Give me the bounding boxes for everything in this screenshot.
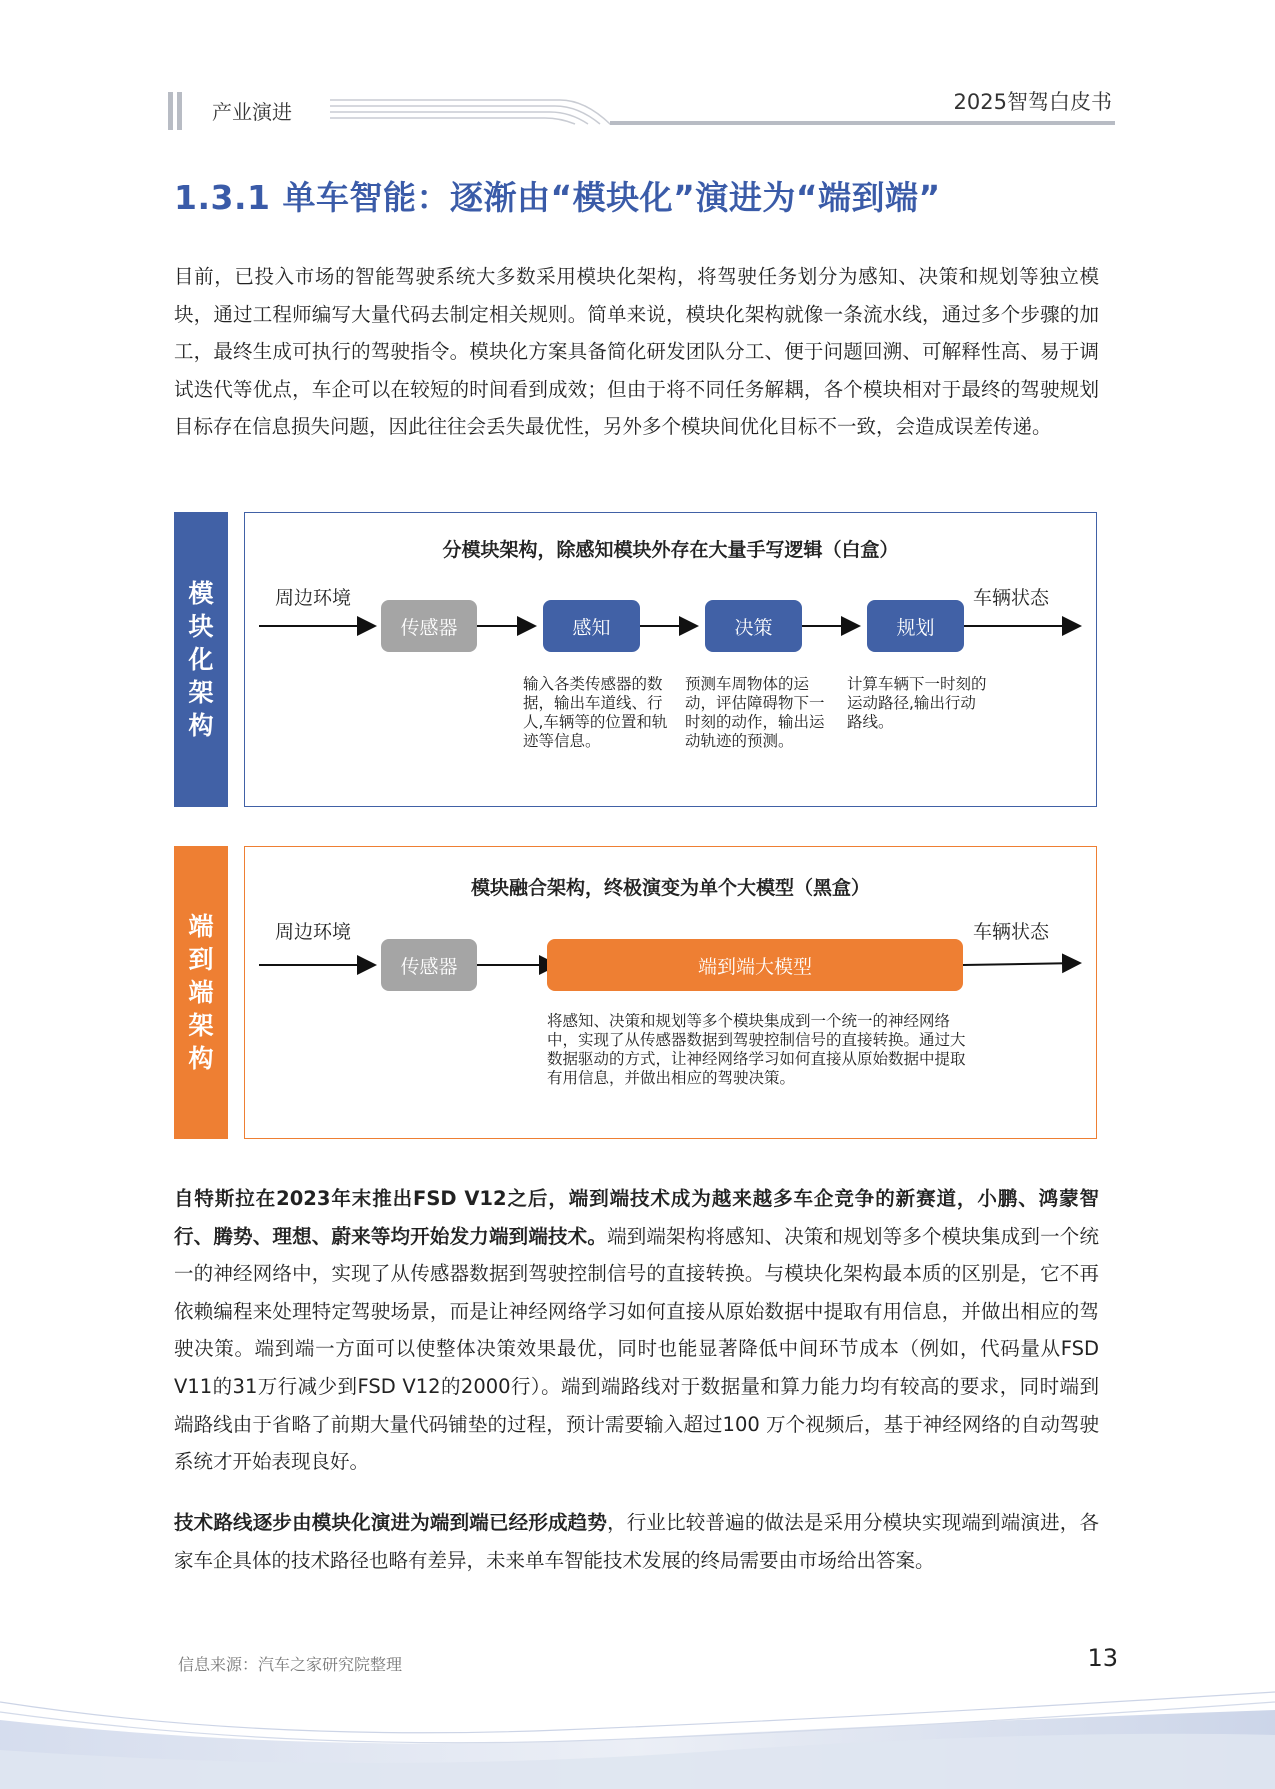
trend-paragraph-bold: 技术路线逐步由模块化演进为端到端已经形成趋势 xyxy=(174,1511,608,1534)
modular-side-label-text: 模块化架构 xyxy=(188,579,214,740)
tesla-paragraph-body: 端到端架构将感知、决策和规划等多个模块集成到一个统一的神经网络中，实现了从传感器数据到驾驶控制信号的直接转换。与模块化架构最本质的区别是，它不再依赖编程来处理特定驾驶场景，而是让神经网络学习如何直接从原始数据中提取有用信息，并做出相应的驾驶决策。端到端一方面可以使整体决策效果最优，同时也能显著降低中间环节成本（例如，代码量从FSD V11的31万行减少到FSD V12的2000行）。端到端路线对于数据量和算力能力均有较高的要求，同时端到端路线由于省略了前期大量代码铺垫的过程，预计需要输入超过100 万个视频后，基于神经网络的自动驾驶系统才开始表现良好。 xyxy=(174,1224,1099,1474)
modular-diagram-panel xyxy=(244,512,1097,807)
section-heading: 1.3.1 单车智能：逐渐由“模块化”演进为“端到端” xyxy=(174,178,941,217)
e2e-sensor-box: 传感器 xyxy=(381,939,477,991)
trend-paragraph-body: ，行业比较普遍的做法是采用分模块实现端到端演进，各家车企具体的技术路径也略有差异，未来单车智能技术发展的终局需要由市场给出答案。 xyxy=(174,1511,1099,1572)
e2e-diagram-title: 模块融合架构，终极演变为单个大模型（黑盒） xyxy=(470,877,870,899)
intro-paragraph: 目前，已投入市场的智能驾驶系统大多数采用模块化架构，将驾驶任务划分为感知、决策和规划等独立模块，通过工程师编写大量代码去制定相关规则。简单来说，模块化架构就像一条流水线，通过多个步骤的加工，最终生成可执行的驾驶指令。模块化方案具备简化研发团队分工、便于问题回溯、可解释性高、易于调试迭代等优点，车企可以在较短的时间看到成效；但由于将不同任务解耦，各个模块相对于最终的驾驶规划目标存在信息损失问题，因此往往会丢失最优性，另外多个模块间优化目标不一致，会造成误差传递。 xyxy=(174,265,1099,439)
trend-paragraph xyxy=(174,1504,1099,1579)
e2e-model-box: 端到端大模型 xyxy=(547,939,963,991)
e2e-description: 将感知、决策和规划等多个模块集成到一个统一的神经网络中，实现了从传感器数据到驾驶控制信号的直接转换。通过大数据驱动的方式，让神经网络学习如何直接从原始数据中提取有用信息，并做出相应的驾驶决策。 xyxy=(547,1012,966,1087)
modular-input-label: 周边环境 xyxy=(275,587,352,609)
tesla-paragraph-bold: 自特斯拉在2023年末推出FSD V12之后，端到端技术成为越来越多车企竞争的新赛道，小鹏、鸿蒙智行、腾势、理想、蔚来等均开始发力端到端技术。 xyxy=(174,1187,1099,1248)
tesla-paragraph xyxy=(174,1180,1099,1481)
decision-box: 决策 xyxy=(705,600,802,652)
footer-wave-decoration xyxy=(0,1680,1275,1789)
decision-description: 预测车周物体的运动，评估障碍物下一时刻的动作，输出运动轨迹的预测。 xyxy=(685,675,825,750)
e2e-side-label xyxy=(174,846,228,1139)
modular-output-label: 车辆状态 xyxy=(973,587,1050,609)
e2e-diagram-panel xyxy=(244,846,1097,1139)
modular-diagram-title: 分模块架构，除感知模块外存在大量手写逻辑（白盒） xyxy=(442,539,899,561)
sensor-box: 传感器 xyxy=(381,600,477,652)
source-note: 信息来源：汽车之家研究院整理 xyxy=(178,1655,403,1674)
planning-box: 规划 xyxy=(867,600,964,652)
perception-box: 感知 xyxy=(543,600,640,652)
perception-description: 输入各类传感器的数据，输出车道线、行人,车辆等的位置和轨迹等信息。 xyxy=(523,675,668,750)
e2e-output-label: 车辆状态 xyxy=(973,921,1050,943)
header-book-title: 2025智驾白皮书 xyxy=(953,90,1112,114)
header-section-title: 产业演进 xyxy=(212,100,292,124)
planning-description: 计算车辆下一时刻的运动路径,输出行动路线。 xyxy=(847,675,987,731)
page-number: 13 xyxy=(1087,1644,1118,1672)
e2e-input-label: 周边环境 xyxy=(275,921,352,943)
e2e-side-label-text: 端到端架构 xyxy=(188,912,214,1073)
modular-side-label xyxy=(174,512,228,807)
